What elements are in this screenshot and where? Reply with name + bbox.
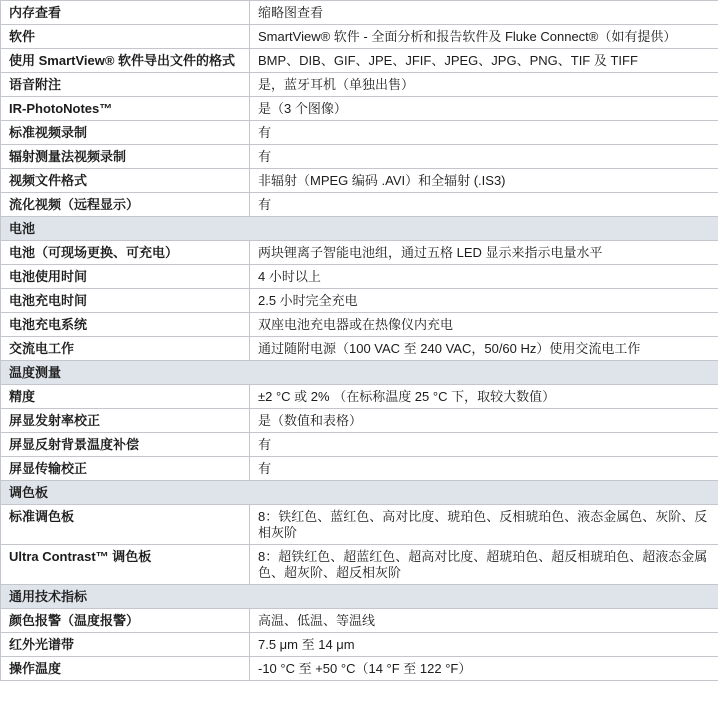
spec-value-cell: 7.5 μm 至 14 μm (250, 633, 718, 657)
section-row (1, 361, 718, 385)
spec-row (1, 1, 718, 25)
spec-label-cell: 屏显反射背景温度补偿 (1, 433, 250, 457)
spec-value-cell: 有 (250, 457, 718, 481)
spec-label-cell: 语音附注 (1, 73, 250, 97)
section-row (1, 585, 718, 609)
spec-value-cell: SmartView® 软件 - 全面分析和报告软件及 Fluke Connect®（如有提供） (250, 25, 718, 49)
spec-label-cell: 电池充电系统 (1, 313, 250, 337)
spec-row (1, 241, 718, 265)
spec-label-cell: 颜色报警（温度报警） (1, 609, 250, 633)
spec-value-cell: 8：铁红色、蓝红色、高对比度、琥珀色、反相琥珀色、液态金属色、灰阶、反相灰阶 (250, 505, 718, 545)
spec-label-cell: IR-PhotoNotes™ (1, 97, 250, 121)
spec-row (1, 25, 718, 49)
spec-label-cell: 电池（可现场更换、可充电） (1, 241, 250, 265)
spec-label-cell: 红外光谱带 (1, 633, 250, 657)
spec-value-cell: 是，蓝牙耳机（单独出售） (250, 73, 718, 97)
spec-value-cell: 是（3 个图像） (250, 97, 718, 121)
spec-value-cell: 缩略图查看 (250, 1, 718, 25)
spec-row (1, 193, 718, 217)
spec-value-cell: ±2 °C 或 2% （在标称温度 25 °C 下，取较大数值） (250, 385, 718, 409)
spec-value-cell: 有 (250, 145, 718, 169)
spec-value-cell: 8：超铁红色、超蓝红色、超高对比度、超琥珀色、超反相琥珀色、超液态金属色、超灰阶、超反相灰阶 (250, 545, 718, 585)
spec-row (1, 289, 718, 313)
spec-row (1, 49, 718, 73)
spec-label-cell: 交流电工作 (1, 337, 250, 361)
section-title-cell: 调色板 (1, 481, 718, 505)
spec-label-cell: 屏显传输校正 (1, 457, 250, 481)
spec-row (1, 385, 718, 409)
spec-row (1, 609, 718, 633)
spec-label-cell: 软件 (1, 25, 250, 49)
spec-label-cell: 电池充电时间 (1, 289, 250, 313)
spec-label-cell: 视频文件格式 (1, 169, 250, 193)
spec-label-cell: 精度 (1, 385, 250, 409)
spec-row (1, 505, 718, 545)
spec-value-cell: 2.5 小时完全充电 (250, 289, 718, 313)
spec-label-cell: Ultra Contrast™ 调色板 (1, 545, 250, 585)
spec-label-cell: 内存查看 (1, 1, 250, 25)
spec-row (1, 457, 718, 481)
spec-value-cell: -10 °C 至 +50 °C（14 °F 至 122 °F） (250, 657, 718, 681)
section-row (1, 481, 718, 505)
spec-row (1, 169, 718, 193)
spec-row (1, 545, 718, 585)
spec-row (1, 97, 718, 121)
spec-label-cell: 流化视频（远程显示） (1, 193, 250, 217)
spec-row (1, 633, 718, 657)
spec-label-cell: 标准调色板 (1, 505, 250, 545)
spec-value-cell: 4 小时以上 (250, 265, 718, 289)
spec-value-cell: 有 (250, 121, 718, 145)
section-title-cell: 电池 (1, 217, 718, 241)
spec-row (1, 433, 718, 457)
spec-label-cell: 屏显发射率校正 (1, 409, 250, 433)
spec-value-cell: 是（数值和表格） (250, 409, 718, 433)
spec-row (1, 121, 718, 145)
spec-label-cell: 标准视频录制 (1, 121, 250, 145)
spec-value-cell: 两块锂离子智能电池组，通过五格 LED 显示来指示电量水平 (250, 241, 718, 265)
spec-value-cell: 有 (250, 433, 718, 457)
spec-label-cell: 辐射测量法视频录制 (1, 145, 250, 169)
section-row (1, 217, 718, 241)
spec-label-cell: 使用 SmartView® 软件导出文件的格式 (1, 49, 250, 73)
spec-row (1, 265, 718, 289)
spec-row (1, 657, 718, 681)
spec-row (1, 409, 718, 433)
spec-label-cell: 电池使用时间 (1, 265, 250, 289)
spec-label-cell: 操作温度 (1, 657, 250, 681)
spec-row (1, 145, 718, 169)
spec-value-cell: 非辐射（MPEG 编码 .AVI）和全辐射 (.IS3) (250, 169, 718, 193)
spec-value-cell: 通过随附电源（100 VAC 至 240 VAC，50/60 Hz）使用交流电工作 (250, 337, 718, 361)
spec-table-body (1, 1, 718, 681)
spec-value-cell: 双座电池充电器或在热像仪内充电 (250, 313, 718, 337)
spec-value-cell: 有 (250, 193, 718, 217)
spec-value-cell: 高温、低温、等温线 (250, 609, 718, 633)
spec-value-cell: BMP、DIB、GIF、JPE、JFIF、JPEG、JPG、PNG、TIF 及 TIFF (250, 49, 718, 73)
spec-row (1, 313, 718, 337)
section-title-cell: 通用技术指标 (1, 585, 718, 609)
spec-row (1, 337, 718, 361)
section-title-cell: 温度测量 (1, 361, 718, 385)
spec-row (1, 73, 718, 97)
